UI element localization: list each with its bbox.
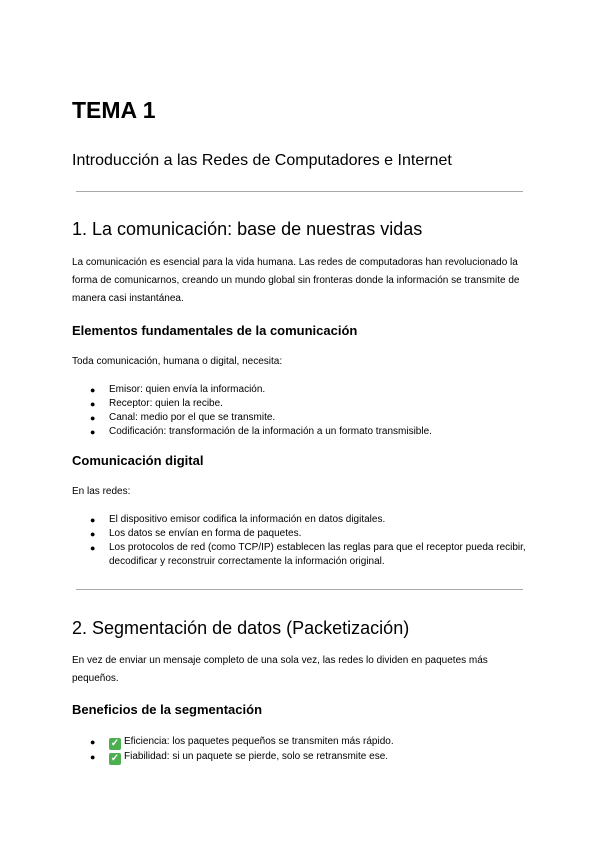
benefits-heading: Beneficios de la segmentación bbox=[72, 702, 263, 717]
bullet-icon: ● bbox=[90, 385, 96, 395]
bullet-icon: ● bbox=[90, 427, 96, 437]
list-item: ● Los protocolos de red (como TCP/IP) establecen las reglas para que el receptor pueda recibir, decodificar y reconstruir correctamente la información original. bbox=[90, 542, 526, 567]
section-1-heading: 1. La comunicación: base de nuestras vidas bbox=[72, 219, 423, 239]
document-title: TEMA 1 bbox=[72, 97, 156, 123]
check-mark-button-icon: ✓ bbox=[110, 753, 120, 764]
section-1-intro: La comunicación es esencial para la vida humana. Las redes de computadoras han revolucionado la forma de comunicarnos, creando un mundo global sin fronteras donde la información se transmite de manera casi instantánea. bbox=[72, 257, 520, 304]
list-item: ● Emisor: quien envía la información. bbox=[90, 384, 266, 395]
section-2-intro: En vez de enviar un mensaje completo de una sola vez, las redes lo dividen en paquetes más pequeños. bbox=[72, 655, 488, 684]
section-2-heading: 2. Segmentación de datos (Packetización) bbox=[72, 618, 410, 638]
bullet-icon: ● bbox=[90, 413, 96, 423]
divider bbox=[76, 589, 523, 590]
digital-list bbox=[72, 513, 528, 569]
list-item: ● El dispositivo emisor codifica la información en datos digitales. bbox=[90, 514, 386, 525]
bullet-icon: ● bbox=[90, 529, 96, 539]
list-item: ● Receptor: quien la recibe. bbox=[90, 398, 223, 409]
benefits-list bbox=[72, 735, 528, 765]
bullet-icon: ● bbox=[90, 752, 96, 762]
bullet-icon: ● bbox=[90, 543, 96, 553]
bullet-icon: ● bbox=[90, 515, 96, 525]
document-subtitle: Introducción a las Redes de Computadores e Internet bbox=[72, 152, 452, 169]
check-mark-button-icon: ✓ bbox=[110, 738, 120, 749]
list-item: ● ✓ Fiabilidad: si un paquete se pierde, solo se retransmite ese. bbox=[90, 751, 389, 764]
elements-heading: Elementos fundamentales de la comunicación bbox=[72, 323, 358, 338]
elements-list bbox=[72, 383, 528, 439]
list-item: ● Los datos se envían en forma de paquetes. bbox=[90, 528, 302, 539]
divider bbox=[76, 191, 523, 192]
bullet-icon: ● bbox=[90, 737, 96, 747]
list-item: ● ✓ Eficiencia: los paquetes pequeños se transmiten más rápido. bbox=[90, 736, 394, 749]
list-item: ● Canal: medio por el que se transmite. bbox=[90, 412, 276, 423]
digital-lead: En las redes: bbox=[72, 486, 131, 497]
list-item: ● Codificación: transformación de la información a un formato transmisible. bbox=[90, 426, 432, 437]
elements-lead: Toda comunicación, humana o digital, necesita: bbox=[72, 356, 283, 367]
digital-heading: Comunicación digital bbox=[72, 453, 204, 468]
bullet-icon: ● bbox=[90, 399, 96, 409]
